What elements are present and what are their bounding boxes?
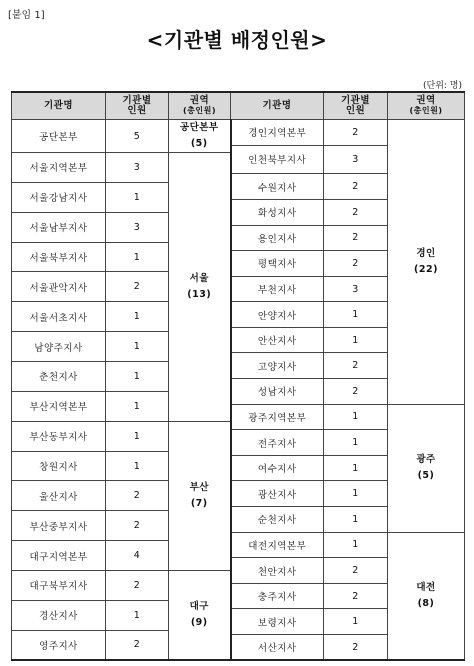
right-region-cell [388,404,465,532]
left-org-count: 1 [106,391,169,421]
right-org-count: 1 [324,609,388,635]
left-org-count: 2 [106,571,169,601]
left-org-count: 5 [106,120,169,153]
right-org-count: 1 [324,404,388,430]
right-org-name: 서산지사 [231,635,324,661]
right-org-name: 광산지사 [231,481,324,507]
left-org-name: 서울관악지사 [12,272,106,302]
region-total: (22) [414,263,438,275]
page-title: <기관별 배정인원> [146,28,328,52]
right-org-name: 부천지사 [231,276,324,302]
region-name: 광주 [416,454,436,466]
right-org-count: 1 [324,455,388,481]
right-org-name: 안양지사 [231,302,324,328]
right-org-name: 안산지사 [231,327,324,353]
right-org-name: 광주지역본부 [231,404,324,430]
right-org-count: 3 [324,276,388,302]
left-region-cell [169,120,231,153]
region-total: (5) [190,138,208,149]
left-org-name: 부산지역본부 [12,391,106,421]
right-region-cell [388,532,465,660]
right-org-name: 여수지사 [231,455,324,481]
header-count-right [324,92,388,120]
left-region-cell [169,571,231,661]
region-name: 서울 [189,272,209,284]
left-org-name: 공단본부 [12,120,106,153]
left-org-count: 1 [106,421,169,451]
right-org-count: 2 [324,174,388,200]
left-org-name: 울산지사 [12,481,106,511]
region-total: (9) [190,617,208,629]
left-org-count: 2 [106,272,169,302]
region-name: 대전 [416,581,436,593]
right-org-name: 순천지사 [231,507,324,533]
left-org-name: 경산지사 [12,600,106,630]
header-count-left [106,92,169,120]
header-region-right [388,92,465,120]
right-org-name: 경인지역본부 [231,120,324,146]
right-org-count: 2 [324,225,388,251]
left-org-name: 창원지사 [12,451,106,481]
left-org-name: 서울서초지사 [12,302,106,332]
region-total: (8) [417,597,435,609]
right-org-count: 2 [324,583,388,609]
right-org-count: 2 [324,353,388,379]
left-region-cell [169,153,231,422]
left-org-name: 서울지역본부 [12,153,106,183]
right-org-name: 화성지사 [231,199,324,225]
left-org-count: 3 [106,153,169,183]
left-org-count: 1 [106,242,169,272]
right-org-name: 수원지사 [231,174,324,200]
left-org-count: 1 [106,302,169,332]
left-org-name: 대구지역본부 [12,541,106,571]
region-name: 경인 [416,247,436,259]
right-org-count: 3 [324,145,388,174]
header-count-line1: 기관별 [122,95,152,106]
right-org-count: 2 [324,635,388,661]
region-total: (7) [190,497,208,509]
region-name: 공단본부 [179,122,219,133]
right-org-name: 대전지역본부 [231,532,324,558]
right-org-name: 평택지사 [231,251,324,277]
header-count-line1: 기관별 [340,95,371,106]
allocation-table [11,91,465,661]
right-org-name: 충주지사 [231,583,324,609]
left-org-name: 서울강남지사 [12,182,106,212]
header-region-line1: 권역 [416,95,436,106]
left-org-name: 대구북부지사 [12,571,106,601]
right-org-name: 전주지사 [231,430,324,456]
header-region-line2: (총인원) [183,106,216,115]
left-org-count: 1 [106,332,169,362]
right-org-count: 2 [324,379,388,405]
region-total: (13) [187,288,212,300]
left-org-count: 4 [106,541,169,571]
header-region-left [169,92,231,120]
header-count-line2: 인원 [127,105,147,116]
right-region-cell [388,120,465,405]
header-count-line2: 인원 [345,105,366,116]
table-body [12,120,465,661]
left-org-count: 2 [106,630,169,660]
left-org-count: 1 [106,451,169,481]
left-org-count: 1 [106,600,169,630]
left-org-count: 1 [106,182,169,212]
header-org-left: 기관명 [12,92,106,120]
right-org-name: 성남지사 [231,379,324,405]
right-org-name: 고양지사 [231,353,324,379]
left-org-name: 영주지사 [12,630,106,660]
right-org-name: 천안지사 [231,558,324,584]
header-region-line1: 권역 [189,95,210,106]
right-org-count: 1 [324,430,388,456]
left-org-name: 부산중부지사 [12,511,106,541]
right-org-count: 1 [324,302,388,328]
left-org-name: 남양주지사 [12,332,106,362]
right-org-count: 1 [324,507,388,533]
right-org-count: 2 [324,120,388,146]
right-org-name: 인천북부지사 [231,145,324,174]
right-org-count: 2 [324,199,388,225]
left-org-count: 1 [106,362,169,392]
right-org-count: 1 [324,327,388,353]
left-org-name: 서울북부지사 [12,242,106,272]
region-total: (5) [417,470,435,482]
header-region-line2: (총인원) [409,106,443,115]
left-org-name: 서울남부지사 [12,212,106,242]
right-org-name: 용인지사 [231,225,324,251]
left-org-count: 2 [106,481,169,511]
unit-label: (단위: 명) [423,81,462,91]
header-org-right: 기관명 [231,92,324,120]
region-name: 부산 [189,481,209,493]
right-org-count: 1 [324,532,388,558]
right-org-count: 1 [324,481,388,507]
left-org-count: 3 [106,212,169,242]
left-org-count: 2 [106,511,169,541]
left-org-name: 춘천지사 [12,362,106,392]
attachment-label: [붙임 1] [8,10,45,21]
right-org-name: 보령지사 [231,609,324,635]
table-header-row [12,92,465,120]
left-org-name: 부산동부지사 [12,421,106,451]
right-org-count: 2 [324,558,388,584]
right-org-count: 2 [324,251,388,277]
left-region-cell [169,421,231,570]
region-name: 대구 [189,601,209,613]
